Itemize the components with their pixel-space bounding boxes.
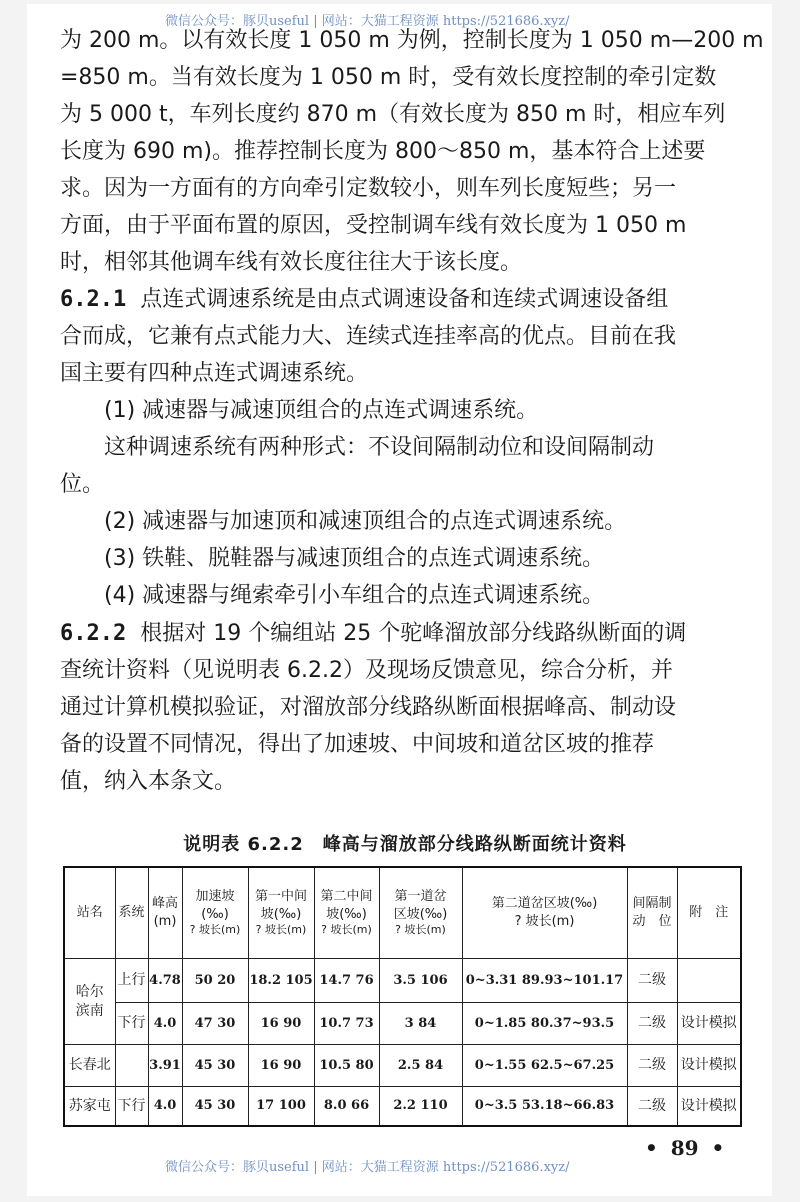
station-line: 滨南 — [75, 1002, 104, 1019]
hump-profile-table — [63, 866, 742, 1127]
cell-system — [115, 1045, 148, 1087]
cell-note: 设计模拟 — [677, 1087, 741, 1127]
header-switch1-slope — [379, 867, 462, 959]
cell-mid2: 8.0 66 — [314, 1087, 379, 1127]
list-item: (2) 减速器与加速顶和减速顶组合的点连式调速系统。 — [104, 509, 627, 534]
cell-sw1: 3.5 106 — [379, 959, 462, 1003]
cell-system: 下行 — [115, 1003, 148, 1045]
cell-hump: 4.78 — [148, 959, 182, 1003]
cell-hump: 3.91 — [148, 1045, 182, 1087]
cell-mid2: 14.7 76 — [314, 959, 379, 1003]
text-line — [60, 281, 750, 318]
cell-accel: 50 20 — [182, 959, 248, 1003]
header-label: 第一道岔 — [394, 889, 447, 905]
text-line: 这种调速系统有两种形式：不设间隔制动位和设间隔制动 — [104, 435, 655, 460]
text-line: 为 200 m。以有效长度 1 050 m 为例，控制长度为 1 050 m—200 m — [60, 28, 764, 53]
header-mid2-slope — [314, 867, 379, 959]
cell-interval: 二级 — [627, 959, 677, 1003]
header-label: 第二道岔区坡(‰) — [491, 896, 598, 912]
clause-6-2-1 — [60, 281, 750, 614]
text-line: 值，纳入本条文。 — [60, 769, 237, 794]
cell-station: 长春北 — [64, 1045, 115, 1087]
header-label: 动 位 — [632, 914, 672, 929]
header-sub: ? 坡长(m) — [189, 923, 241, 937]
cell-mid1: 18.2 105 — [248, 959, 314, 1003]
list-item: (3) 铁鞋、脱鞋器与减速顶组合的点连式调速系统。 — [104, 546, 605, 571]
cell-station — [64, 959, 115, 1045]
header-sub: ? 坡长(m) — [321, 923, 372, 937]
cell-hump: 4.0 — [148, 1003, 182, 1045]
header-interval-brake — [627, 867, 677, 959]
cell-sw2: 0~1.55 62.5~67.25 — [462, 1045, 627, 1087]
header-unit: (‰) — [201, 906, 229, 922]
table-title: 说明表 6.2.2 峰高与溜放部分线路纵断面统计资料 — [183, 834, 627, 855]
text-line: 位。 — [60, 472, 105, 497]
cell-mid1: 17 100 — [248, 1087, 314, 1127]
text-line: 合而成，它兼有点式能力大、连续式连挂率高的优点。目前在我 — [60, 324, 677, 349]
header-sub: ? 坡长(m) — [514, 914, 575, 929]
clause-6-2-2 — [60, 615, 750, 800]
text-line: 通过计算机模拟验证，对溜放部分线路纵断面根据峰高、制动设 — [60, 695, 677, 720]
header-sub: ? 坡长(m) — [395, 923, 446, 937]
cell-station: 苏家屯 — [64, 1087, 115, 1127]
header-note: 附 注 — [677, 867, 741, 959]
cell-note: 设计模拟 — [677, 1003, 741, 1045]
cell-system: 上行 — [115, 959, 148, 1003]
cell-hump: 4.0 — [148, 1087, 182, 1127]
cell-mid2: 10.5 80 — [314, 1045, 379, 1087]
table-header-row — [64, 867, 741, 959]
header-hump-height — [148, 867, 182, 959]
cell-mid1: 16 90 — [248, 1003, 314, 1045]
header-label: 间隔制 — [632, 896, 672, 912]
station-line: 哈尔 — [75, 983, 104, 1000]
cell-system: 下行 — [115, 1087, 148, 1127]
cell-mid2: 10.7 73 — [314, 1003, 379, 1045]
header-label: 坡(‰) — [326, 906, 367, 922]
header-label: 第二中间 — [320, 889, 373, 905]
text-line: 国主要有四种点连式调速系统。 — [60, 361, 369, 386]
header-station: 站名 — [64, 867, 115, 959]
paragraph-control-length — [60, 22, 764, 281]
cell-interval: 二级 — [627, 1003, 677, 1045]
text-line — [60, 615, 750, 652]
cell-accel: 45 30 — [182, 1045, 248, 1087]
cell-sw2: 0~3.31 89.93~101.17 — [462, 959, 627, 1003]
text-line: 为 5 000 t，车列长度约 870 m（有效长度为 850 m 时，相应车列 — [60, 102, 726, 127]
list-item: (1) 减速器与减速顶组合的点连式调速系统。 — [104, 398, 539, 423]
watermark-top: 微信公众号：豚贝useful | 网站：大猫工程资源 https://521686.xyz/ — [165, 14, 570, 29]
header-mid1-slope — [248, 867, 314, 959]
clause-number: 6.2.2 — [60, 621, 127, 646]
text-line: 求。因为一方面有的方向牵引定数较小，则车列长度短些；另一 — [60, 176, 677, 201]
clause-text: 点连式调速系统是由点式调速设备和连续式调速设备组 — [140, 287, 669, 312]
cell-note: 设计模拟 — [677, 1045, 741, 1087]
cell-interval: 二级 — [627, 1087, 677, 1127]
table-row — [64, 1087, 741, 1127]
header-system: 系统 — [115, 867, 148, 959]
text-line: 备的设置不同情况，得出了加速坡、中间坡和道岔区坡的推荐 — [60, 732, 655, 757]
cell-interval: 二级 — [627, 1045, 677, 1087]
cell-sw1: 2.5 84 — [379, 1045, 462, 1087]
cell-sw1: 2.2 110 — [379, 1087, 462, 1127]
table-row — [64, 959, 741, 1003]
clause-text: 根据对 19 个编组站 25 个驼峰溜放部分线路纵断面的调 — [140, 621, 687, 646]
header-switch2-slope — [462, 867, 627, 959]
cell-sw1: 3 84 — [379, 1003, 462, 1045]
watermark-bottom: 微信公众号：豚贝useful | 网站：大猫工程资源 https://521686.xyz/ — [165, 1160, 570, 1175]
header-unit: (m) — [153, 914, 177, 929]
header-label: 第一中间 — [254, 889, 307, 905]
text-line: 查统计资料（见说明表 6.2.2）及现场反馈意见，综合分析，并 — [60, 658, 673, 683]
header-label: 峰高 — [151, 896, 178, 912]
header-sub: ? 坡长(m) — [255, 923, 307, 937]
cell-note — [677, 959, 741, 1003]
text-line: =850 m。当有效长度为 1 050 m 时，受有效长度控制的牵引定数 — [60, 65, 717, 90]
cell-accel: 45 30 — [182, 1087, 248, 1127]
text-line: 长度为 690 m)。推荐控制长度为 800～850 m，基本符合上述要 — [60, 139, 706, 164]
cell-accel: 47 30 — [182, 1003, 248, 1045]
header-label: 加速坡 — [195, 889, 235, 905]
text-line: 方面，由于平面布置的原因，受控制调车线有效长度为 1 050 m — [60, 213, 687, 238]
cell-mid1: 16 90 — [248, 1045, 314, 1087]
cell-sw2: 0~3.5 53.18~66.83 — [462, 1087, 627, 1127]
list-item: (4) 减速器与绳索牵引小车组合的点连式调速系统。 — [104, 583, 605, 608]
header-label: 坡(‰) — [260, 906, 302, 922]
table-row — [64, 1003, 741, 1045]
text-line: 时，相邻其他调车线有效长度往往大于该长度。 — [60, 250, 523, 275]
page-number: • 89 • — [645, 1136, 725, 1160]
table-row — [64, 1045, 741, 1087]
cell-sw2: 0~1.85 80.37~93.5 — [462, 1003, 627, 1045]
header-label: 区坡(‰) — [393, 906, 448, 922]
clause-number: 6.2.1 — [60, 287, 127, 312]
header-accel-slope — [182, 867, 248, 959]
